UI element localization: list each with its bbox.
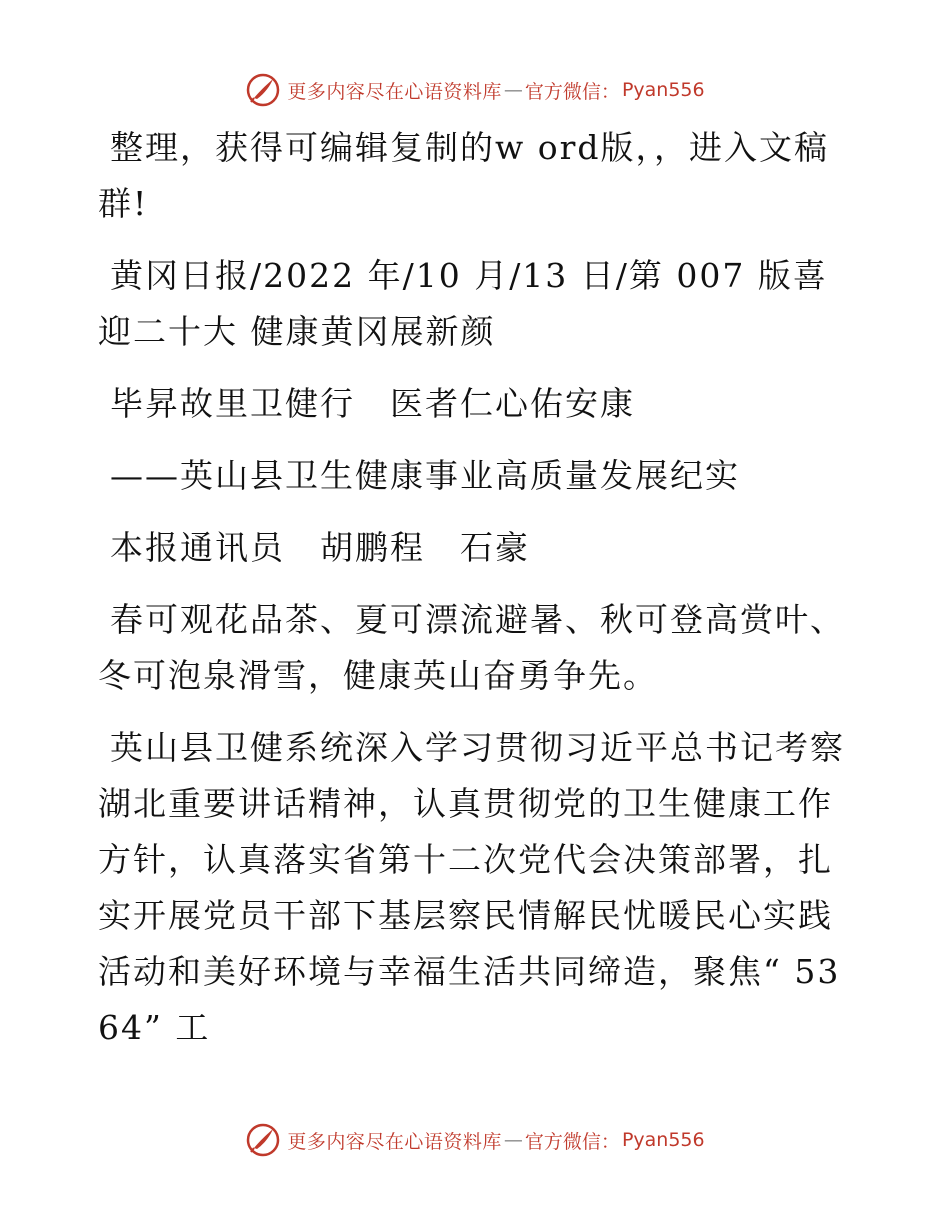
- article-subtitle: ——英山县卫生健康事业高质量发展纪实: [110, 456, 740, 495]
- watermark-separator: —: [503, 1129, 523, 1151]
- watermark-wechat-label: 官方微信：: [524, 1130, 620, 1153]
- watermark-text: 更多内容尽在心语资料库: [287, 80, 502, 103]
- quill-pen-logo-icon: [245, 1122, 281, 1158]
- watermark-wechat-id: Pyan556: [621, 79, 705, 101]
- watermark-wechat-label: 官方微信：: [524, 80, 620, 103]
- watermark-text: 更多内容尽在心语资料库: [287, 1130, 502, 1153]
- article-title: 毕昇故里卫健行 医者仁心佑安康: [110, 384, 635, 423]
- source-line: 黄冈日报/2022 年/10 月/13 日/第 007 版喜迎二十大 健康黄冈展新颜: [98, 256, 828, 351]
- body-paragraph: 英山县卫健系统深入学习贯彻习近平总书记考察湖北重要讲话精神，认真贯彻党的卫生健康工作方针，认真落实省第十二次党代会决策部署，扎实开展党员干部下基层察民情解民忧暖民心实践活动和美好环境与幸福生活共同缔造，聚焦“ 5364” 工: [98, 728, 845, 1047]
- watermark-wechat-id: Pyan556: [621, 1129, 705, 1151]
- quill-pen-logo-icon: [245, 72, 281, 108]
- watermark-footer: [0, 1120, 950, 1160]
- body-paragraph: 春可观花品茶、夏可漂流避暑、秋可登高赏叶、冬可泡泉滑雪，健康英山奋勇争先。: [98, 600, 845, 695]
- intro-note: 整理，获得可编辑复制的w ord版，，进入文稿群!: [98, 128, 830, 223]
- watermark-separator: —: [503, 79, 523, 101]
- watermark-header: [0, 70, 950, 110]
- document-body: [98, 120, 858, 1072]
- byline: 本报通讯员 胡鹏程 石豪: [110, 528, 530, 567]
